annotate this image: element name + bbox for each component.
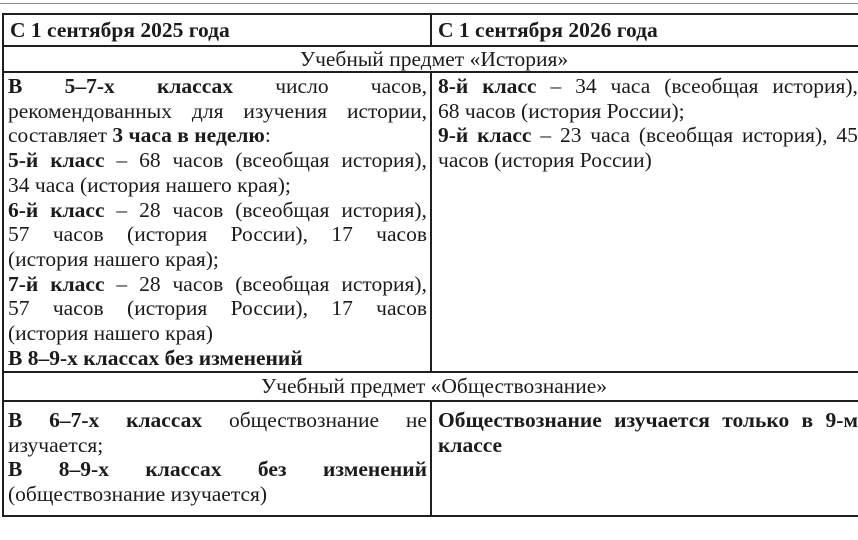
word: история), (341, 271, 427, 296)
text-line (438, 408, 858, 433)
word: 6–7-х (49, 408, 100, 432)
text-line (8, 321, 427, 346)
word: не (405, 408, 427, 432)
table-header-row (4, 15, 858, 47)
word: изменений (322, 457, 427, 482)
word: В (8, 74, 23, 98)
text-line (8, 346, 427, 371)
word: только (722, 408, 790, 432)
word: часов, (370, 74, 427, 98)
word: истории, (346, 98, 427, 123)
word: часа (590, 123, 631, 148)
schedule-table (2, 13, 858, 517)
word: – (550, 74, 562, 98)
text-run: (обществознание изучается) (8, 482, 268, 507)
word: 8-й (438, 74, 469, 98)
word: (история (127, 296, 208, 321)
word: классах (145, 457, 222, 482)
text-line (8, 198, 427, 223)
history-content-row (4, 73, 858, 373)
word: класс (50, 197, 105, 222)
word: часов (172, 148, 224, 173)
word: класс (50, 271, 105, 296)
word: – (116, 197, 128, 222)
word: класс (477, 123, 532, 148)
word: 7-й (8, 271, 39, 296)
text-line (8, 296, 427, 321)
text-line (8, 433, 427, 458)
word: часов (376, 296, 427, 321)
word: – (116, 271, 128, 296)
word: 23 (559, 123, 582, 148)
word: часов (172, 271, 224, 296)
word: (всеобщая (664, 74, 759, 98)
text-line (8, 74, 427, 99)
word: 5-й (8, 148, 39, 173)
text-line (438, 148, 858, 173)
word: изучения (243, 98, 327, 123)
text-run: составляет (8, 123, 113, 148)
word: число (275, 74, 329, 98)
text-line (8, 123, 427, 148)
word: (всеобщая (638, 123, 734, 148)
word: классах (126, 408, 203, 432)
word: история), (741, 123, 828, 148)
word: России), (230, 296, 308, 321)
text-line (8, 173, 427, 198)
word: 57 (8, 296, 30, 321)
word: – (540, 123, 552, 148)
word: для (191, 98, 224, 123)
word: – (116, 148, 128, 173)
word: 28 (139, 197, 161, 222)
word: (всеобщая (235, 271, 330, 296)
text-run: классе (438, 432, 503, 457)
text-line (438, 99, 858, 124)
social-studies-content-row (4, 402, 858, 517)
word: России), (230, 222, 308, 247)
word: 68 (139, 148, 161, 173)
cell-history-2026 (432, 73, 858, 371)
cell-social-2025 (4, 402, 432, 515)
section-title-social-studies: Учебный предмет «Обществознание» (4, 373, 858, 402)
text-run: : (264, 123, 271, 148)
word: 17 (331, 222, 353, 247)
text-line (8, 408, 427, 433)
word: часов (52, 296, 104, 321)
word: класс (482, 74, 537, 98)
header-cell-2026: С 1 сентября 2026 года (438, 18, 658, 42)
word: 45 (836, 123, 858, 148)
word: 5–7-х (64, 74, 115, 98)
word: 17 (331, 296, 353, 321)
text-line (8, 247, 427, 272)
text-run: изучается; (8, 432, 104, 457)
word: изучается (614, 408, 710, 432)
word: часа (610, 74, 651, 98)
word: часов (376, 222, 427, 247)
word: история), (341, 197, 427, 222)
text-line (438, 123, 858, 148)
word: часов (172, 197, 224, 222)
cell-social-2026 (432, 402, 858, 515)
header-cell-2025: С 1 сентября 2025 года (4, 15, 432, 45)
text-line (8, 482, 427, 507)
text-line (8, 457, 427, 482)
text-run: 34 часа (история нашего края); (8, 172, 291, 197)
word: история), (341, 148, 427, 173)
word: 34 (575, 74, 597, 98)
word: история), (772, 74, 858, 98)
word: в (801, 408, 814, 432)
cell-history-2025 (4, 73, 432, 371)
word: обществознание (228, 408, 380, 432)
text-line (438, 74, 858, 99)
text-run: часов (история России) (438, 148, 652, 173)
word: 57 (8, 222, 30, 247)
word: рекомендованных (8, 98, 172, 123)
section-title-history: Учебный предмет «История» (4, 47, 858, 73)
text-run: В 8–9-х классах без изменений (8, 345, 303, 370)
text-run: (история нашего края) (8, 321, 213, 346)
word: класс (50, 148, 105, 173)
word: без (257, 457, 287, 482)
text-run: (история нашего края); (8, 246, 219, 271)
text-line (8, 99, 427, 124)
word: 28 (139, 271, 161, 296)
word: (история (127, 222, 208, 247)
word: 9-м (825, 408, 858, 432)
word: 9-й (438, 123, 469, 148)
word: Обществознание (438, 408, 602, 432)
text-line (8, 222, 427, 247)
word: классах (156, 74, 234, 98)
word: В (8, 408, 23, 432)
text-run: 68 часов (история России); (438, 98, 685, 123)
text-run: 3 часа в неделю (112, 123, 265, 148)
word: В (8, 457, 23, 482)
word: часов (52, 222, 104, 247)
text-line (8, 272, 427, 297)
word: 6-й (8, 197, 39, 222)
word: (всеобщая (235, 148, 330, 173)
text-line (8, 148, 427, 173)
word: 8–9-х (58, 457, 109, 482)
text-line (438, 433, 858, 458)
horizontal-rule (0, 3, 858, 4)
word: (всеобщая (235, 197, 330, 222)
